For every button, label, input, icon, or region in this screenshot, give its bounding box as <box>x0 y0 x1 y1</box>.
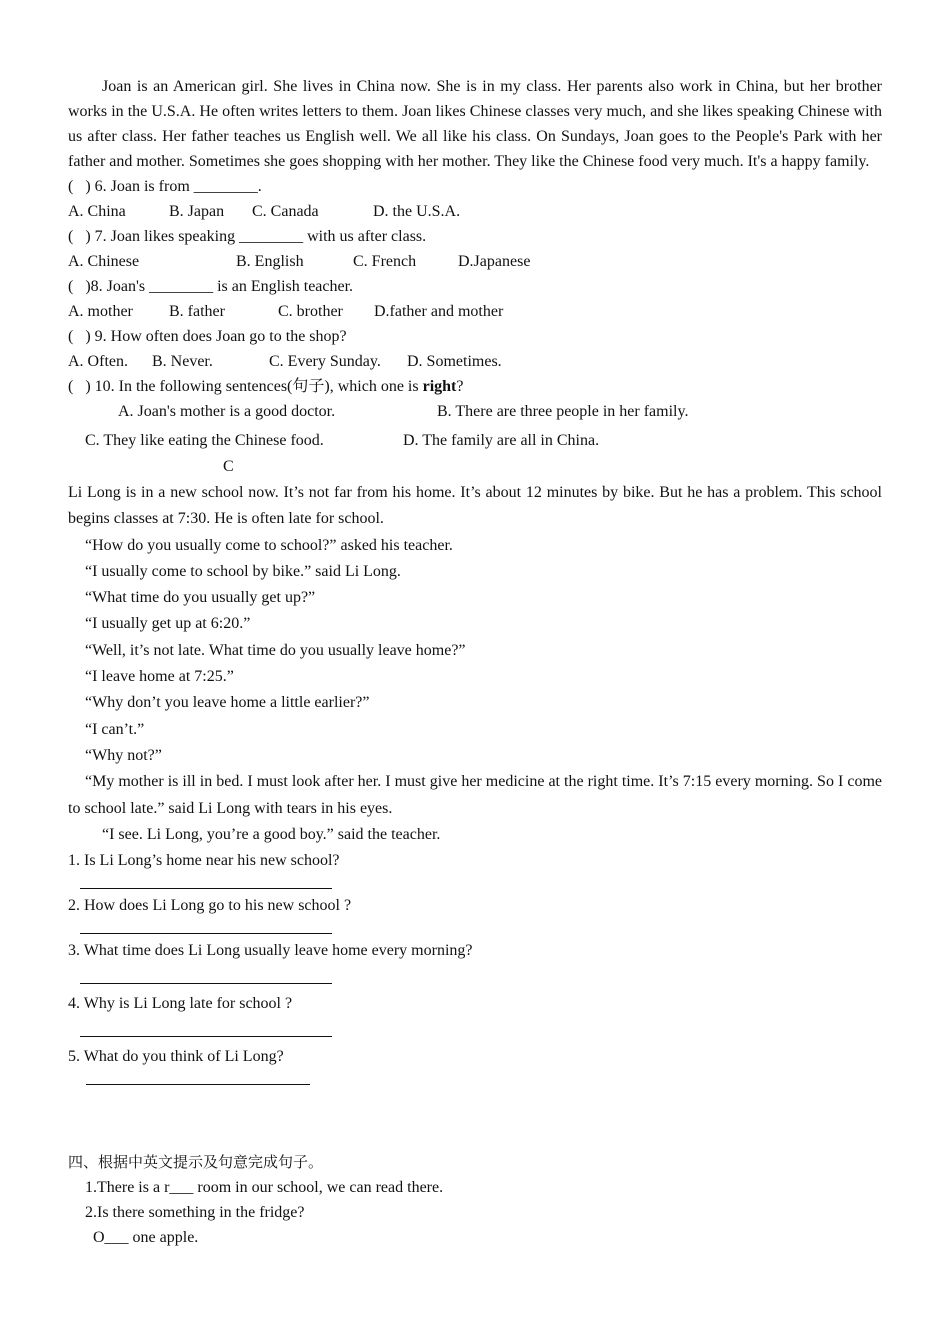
worksheet-page <box>68 74 882 1250</box>
question-10 <box>68 374 882 399</box>
stem-emphasis: right <box>422 378 457 395</box>
answer-question-2: 2. How does Li Long go to his new school ? <box>68 897 352 915</box>
answer-question-4: 4. Why is Li Long late for school ? <box>68 995 293 1013</box>
option-d: D.Japanese <box>458 253 531 270</box>
dialogue-line: “Why not?” <box>85 746 162 764</box>
spacer <box>68 1090 882 1150</box>
option-a: A. Joan's mother is a good doctor. <box>118 403 336 420</box>
option-c: C. They like eating the Chinese food. <box>85 432 324 449</box>
answer-question-5: 5. What do you think of Li Long? <box>68 1048 284 1066</box>
section-4-item-1: 1.There is a r___ room in our school, we can read there. <box>85 1179 444 1197</box>
dialogue-line: “I can’t.” <box>85 720 145 738</box>
question-stem: ( ) 6. Joan is from ________. <box>68 178 262 195</box>
option-b: B. English <box>236 253 304 270</box>
question-7 <box>68 224 882 249</box>
section-heading: C <box>223 458 234 475</box>
option-d: D.father and mother <box>374 303 504 320</box>
question-9 <box>68 324 882 349</box>
question-stem: ( )8. Joan's ________ is an English teacher. <box>68 278 354 295</box>
answer-line-2[interactable] <box>68 919 882 938</box>
question-8-options <box>68 299 882 324</box>
answer-question-1: 1. Is Li Long’s home near his new school? <box>68 852 340 870</box>
dialogue-last-line: “I see. Li Long, you’re a good boy.” said the teacher. <box>102 825 441 843</box>
dialogue-line: “I leave home at 7:25.” <box>85 668 234 686</box>
dialogue-line: “Why don’t you leave home a little earlier?” <box>85 694 370 712</box>
answer-question-3: 3. What time does Li Long usually leave home every morning? <box>68 942 473 960</box>
stem-end: ? <box>456 378 464 395</box>
option-b: B. There are three people in her family. <box>437 403 689 420</box>
option-b: B. Japan <box>169 203 225 220</box>
answer-line-4[interactable] <box>68 1017 882 1044</box>
question-10-options-row1 <box>68 399 882 427</box>
option-a: A. China <box>68 203 126 220</box>
section-4-item-2-answer: O___ one apple. <box>93 1229 199 1247</box>
answer-line-5[interactable] <box>68 1070 882 1090</box>
option-b: B. Never. <box>152 353 213 370</box>
section-c-heading <box>68 454 882 480</box>
question-6-options <box>68 199 882 224</box>
question-stem <box>68 378 463 395</box>
option-c: C. Canada <box>252 203 319 220</box>
option-a: A. Chinese <box>68 253 140 270</box>
dialogue-line: “What time do you usually get up?” <box>85 589 316 607</box>
dialogue-long-line: “My mother is ill in bed. I must look after her. I must give her medicine at the right time. It’s 7:15 every morning. So I come to school late.” said Li Long with tears in his eyes. <box>68 773 882 817</box>
question-7-options <box>68 249 882 274</box>
option-a: A. mother <box>68 303 133 320</box>
question-stem: ( ) 7. Joan likes speaking ________ with us after class. <box>68 228 427 245</box>
section-4-heading: 四、根据中英文提示及句意完成句子。 <box>68 1153 324 1172</box>
option-d: D. the U.S.A. <box>373 203 461 220</box>
option-c: C. brother <box>278 303 343 320</box>
dialogue-line: “Well, it’s not late. What time do you usually leave home?” <box>85 641 466 659</box>
section-4-item-2: 2.Is there something in the fridge? <box>85 1204 305 1222</box>
option-c: C. Every Sunday. <box>269 353 381 370</box>
dialogue-line: “I usually come to school by bike.” said Li Long. <box>85 562 401 580</box>
stem-text: ( ) 10. In the following sentences(句子), which one is <box>68 378 423 395</box>
dialogue-line: “I usually get up at 6:20.” <box>85 615 251 633</box>
question-6 <box>68 174 882 199</box>
option-a: A. Often. <box>68 353 128 370</box>
dialogue-line: “How do you usually come to school?” asked his teacher. <box>85 536 453 554</box>
option-d: D. The family are all in China. <box>403 432 600 449</box>
answer-line-3[interactable] <box>68 964 882 991</box>
option-c: C. French <box>353 253 417 270</box>
option-d: D. Sometimes. <box>407 353 502 370</box>
question-10-options-row2 <box>68 427 882 454</box>
question-stem: ( ) 9. How often does Joan go to the shop? <box>68 328 347 345</box>
option-b: B. father <box>169 303 225 320</box>
question-9-options <box>68 349 882 374</box>
reading-passage-b: Joan is an American girl. She lives in China now. She is in my class. Her parents also work in China, but her brother works in the U.S.A. He often writes letters to them. Joan likes Chinese classes very much, and she likes speaking Chinese with us after class. Her father teaches us English well. We all like his class. On Sundays, Joan goes to the People's Park with her father and mother. Sometimes she goes shopping with her mother. They like the Chinese food very much. It's a happy family. <box>68 78 882 170</box>
question-8 <box>68 274 882 299</box>
section-c-intro: Li Long is in a new school now. It’s not far from his home. It’s about 12 minutes by bike. But he has a problem. This school begins classes at 7:30. He is often late for school. <box>68 484 882 528</box>
answer-line-1[interactable] <box>68 874 882 893</box>
